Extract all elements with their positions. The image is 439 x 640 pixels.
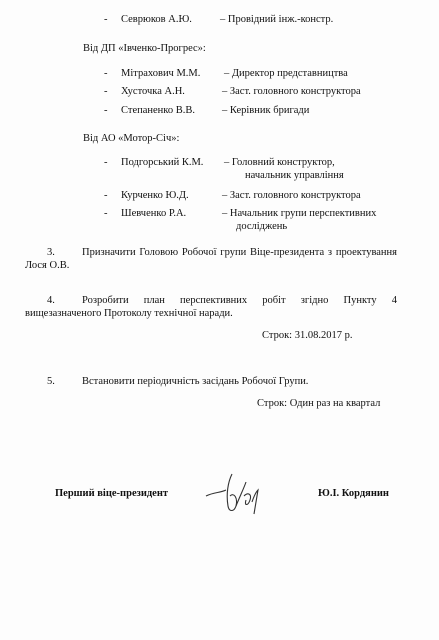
item-text: Встановити періодичність засідань Робочої Групи. <box>82 376 309 387</box>
member-role: – Начальник групи перспективних <box>222 208 377 219</box>
handwritten-signature <box>200 466 270 518</box>
list-dash: - <box>104 86 108 97</box>
list-dash: - <box>104 14 108 25</box>
list-dash: - <box>104 157 108 168</box>
member-role: – Провідний інж.-констр. <box>220 14 334 25</box>
member-role: – Заст. головного конструктора <box>222 86 361 97</box>
item-text: Призначити Головою Робочої групи Віце-президента з проектування Лося О.В. <box>25 247 397 271</box>
signatory-position: Перший віце-президент <box>55 488 169 499</box>
resolution-item <box>25 246 397 272</box>
member-role-continued: досліджень <box>236 221 288 232</box>
organization-heading: Від АО «Мотор-Січ»: <box>83 133 180 144</box>
member-name: Курченко Ю.Д. <box>121 190 189 201</box>
member-name: Севрюков А.Ю. <box>121 14 192 25</box>
list-dash: - <box>104 190 108 201</box>
member-role-continued: начальник управління <box>245 170 344 181</box>
resolution-item <box>25 375 397 388</box>
member-role: – Керівник бригади <box>222 105 310 116</box>
list-dash: - <box>104 105 108 116</box>
signatory-name: Ю.І. Кордянин <box>318 488 389 499</box>
member-name: Степаненко В.В. <box>121 105 195 116</box>
organization-heading: Від ДП «Івченко-Прогрес»: <box>83 43 206 54</box>
member-role: – Заст. головного конструктора <box>222 190 361 201</box>
list-dash: - <box>104 68 108 79</box>
member-name: Подгорський К.М. <box>121 157 204 168</box>
member-role: – Директор представництва <box>224 68 348 79</box>
member-name: Хусточка А.Н. <box>121 86 185 97</box>
resolution-item <box>25 294 397 320</box>
deadline-text: Строк: Один раз на квартал <box>257 398 381 409</box>
member-name: Шевченко Р.А. <box>121 208 187 219</box>
member-name: Мітрахович М.М. <box>121 68 201 79</box>
item-number: 4. <box>47 295 55 306</box>
item-number: 5. <box>47 376 55 387</box>
deadline-text: Строк: 31.08.2017 р. <box>262 330 353 341</box>
item-number: 3. <box>47 247 55 258</box>
item-text: Розробити план перспективних робіт згідно Пункту 4 вищезазначеного Протоколу технічної наради. <box>25 295 397 319</box>
member-role: – Головний конструктор, <box>224 157 335 168</box>
list-dash: - <box>104 208 108 219</box>
